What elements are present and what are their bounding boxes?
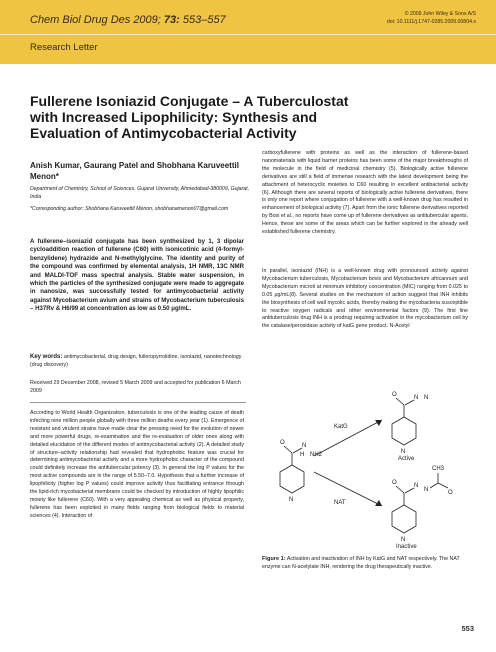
inh-o-label: O xyxy=(280,440,285,446)
inactive-n-label: N xyxy=(414,483,419,489)
section-divider xyxy=(30,402,246,403)
inactive-label: Inactive xyxy=(396,544,417,550)
inactive-ring-n-label: N xyxy=(401,537,406,543)
inh-nh-label: N xyxy=(302,443,307,449)
journal-citation xyxy=(30,14,226,26)
body-text-right-2: In parallel, isoniazid (INH) is a well-known drug with pronounced activity against Mycobacterium tuberculosis, Mycobacterium bovis and Mycobacterium africannum and Mycobacterium microti at minimum inhibitory concentration (MIC) ranging from 0.025 to 0.05 μg/mL(8). Several studies on the mechanism of action suggest that INH inhibits the biosynthesis of cell wall mycolic acids, thereby making the mycobacteria susceptible to reactive oxygen radicals and other environmental factors (9). The first line antituberculosis drug INH is a prodrug requiring activation in the mycobacterium cell by the catalase/peroxidase activity of katG gene product. N-Acetyl xyxy=(262,268,468,330)
inactive-pyridine-ring xyxy=(392,505,416,533)
keywords-text: antimycobacterial, drug design, fulleropyrrolidine, isoniazid, nanotechnology (drug discovery) xyxy=(30,354,242,368)
caption-text: Activation and inactivation of INH by KatG and NAT respectively. The NAT enzyme can N-acetylate INH, rendering the drug therapeutically inactive. xyxy=(262,556,460,570)
body-text-right-1: carboxyfullerene with proteins as well as the interaction of fullerene-based nanomaterials with liquid barrier proteins has been some of the major breakthroughs of the molecule in the field of medicinal chemistry (5). Biologically active fullerene derivatives are still a field of immense research with the latest development being the attachment of heterocyclic moieties to C60 resulting in excellent antibacterial activity (6). Although there are several reports of biologically active fullerene derivatives, there is only one report where conjugation of fullerene with a well-known drug has resulted in enhancement of biological activity (7). Apart from the ionic fullerene derivatives reported by Bosi et al., no reports have come up of fullerene derivatives as antitubercular agents. Hence, these are some of the areas which can be further explored in the already well established fullerene chemistry. xyxy=(262,150,468,236)
active-o-label: O xyxy=(392,392,397,398)
inactive-n2-label: N xyxy=(424,487,429,493)
inh-ring-n-label: N xyxy=(289,497,294,503)
journal-volume: 73: xyxy=(163,14,180,26)
figure-1-scheme xyxy=(262,360,468,550)
abstract: A fullerene–isoniazid conjugate has been synthesized by 1, 3 dipolar cycloaddition reaction of fullerene (C60) with isonicotinic acid (4-formyl-benzylidene) hydrazide and N-methylglycine. The identity and purity of the compound was confirmed by elemental analysis, 1H NMR, 13C NMR and MALDI-TOF mass spectral analysis. Stable water suspension, in which the particles of the synthesized conjugate were made to aggregate in nanosize, was successfully tested for antimycobacterial activity against Mycobacterium avium and strains of Mycobacterium tuberculosis – H37Rv & H6/99 at concentration as low as 0.50 μg/mL. xyxy=(30,238,244,313)
active-ring-n-label: N xyxy=(401,449,406,455)
active-n-label: N xyxy=(414,395,419,401)
header-right-block xyxy=(387,10,476,26)
affiliation: Department of Chemistry, School of Sciences, Gujarat University, Ahmedabad-380009, Gujarat, India xyxy=(30,186,250,200)
active-label: Active xyxy=(398,456,415,462)
keywords-label: Key words: xyxy=(30,354,63,360)
doi-link[interactable]: doi: 10.1111/j.1747-0285.2009.00804.x xyxy=(386,19,476,25)
copyright-line: © 2009 John Wiley & Sons A/S xyxy=(404,11,476,17)
inactive-o2-label: O xyxy=(448,490,453,496)
active-n2-label: N xyxy=(424,395,429,401)
journal-header-band xyxy=(0,0,496,64)
header-rule xyxy=(0,34,496,35)
received-dates: Received 29 December 2008, revised 5 March 2009 and accepted for publication 6 March 2009 xyxy=(30,380,241,394)
journal-name: Chem Biol Drug Des 2009; xyxy=(30,14,161,26)
journal-pages: 553–557 xyxy=(182,14,226,26)
inactive-ch3-label: CH3 xyxy=(432,466,445,472)
inactive-o-label: O xyxy=(392,480,397,486)
caption-label: Figure 1: xyxy=(262,556,286,562)
nat-label: NAT xyxy=(334,500,346,506)
article-type: Research Letter xyxy=(30,42,98,53)
inh-pyridine-ring xyxy=(280,465,304,493)
page-number: 553 xyxy=(461,624,474,633)
article-title: Fullerene Isoniazid Conjugate – A Tuberculostat with Increased Lipophilicity: Synthesis and Evaluation of Antimycobacterial Activity xyxy=(30,93,349,141)
keywords-block xyxy=(30,354,244,370)
author-list: Anish Kumar, Gaurang Patel and Shobhana Karuveettil Menon* xyxy=(30,161,239,181)
inh-h-label: H xyxy=(300,452,305,458)
body-text-left: According to World Health Organization, tuberculosis is one of the leading cause of death infecting nine million people globally with three million deaths every year (1). Emergence of resistant and virulent strains have made clear the pressing need for the evolution of newer and more powerful drugs, re-examination and the re-evaluation of older ones along with detailed elucidation of the different modes of antimycobacterial activity (2). A detailed study of structure–activity relationship had revealed that hydrophobic feature was crucial for determining antimycobacterial activity and a more hydrophobic character of the compound could definitely increase the antitubercular potency (3). In general the log P values for the most active compounds are in the range of 5.50–7.0. Hypothesis that a further increase of lipophilicity (higher log P values) could improve activity thus facilitating entrance through the lipid-rich mycobacterial membrane could be checked by introduction of highly lipophilic moiety like fullerene (C60). With a very appealing chemical as well as physical property, fullerene has been exploited in many fields ranging from biological fields to material sciences (4). Interaction of xyxy=(30,410,244,519)
active-pyridine-ring xyxy=(392,417,416,445)
inh-nh2-label: NH2 xyxy=(310,452,323,458)
nat-arrow xyxy=(314,472,382,506)
figure-caption xyxy=(262,556,468,572)
katg-label: KatG xyxy=(334,424,348,430)
reaction-scheme-svg xyxy=(262,360,468,550)
katg-arrow xyxy=(314,420,382,456)
corresponding-author: *Corresponding author: Shobhana Karuveettil Menon, shobhanamenon07@gmail.com xyxy=(30,206,229,212)
